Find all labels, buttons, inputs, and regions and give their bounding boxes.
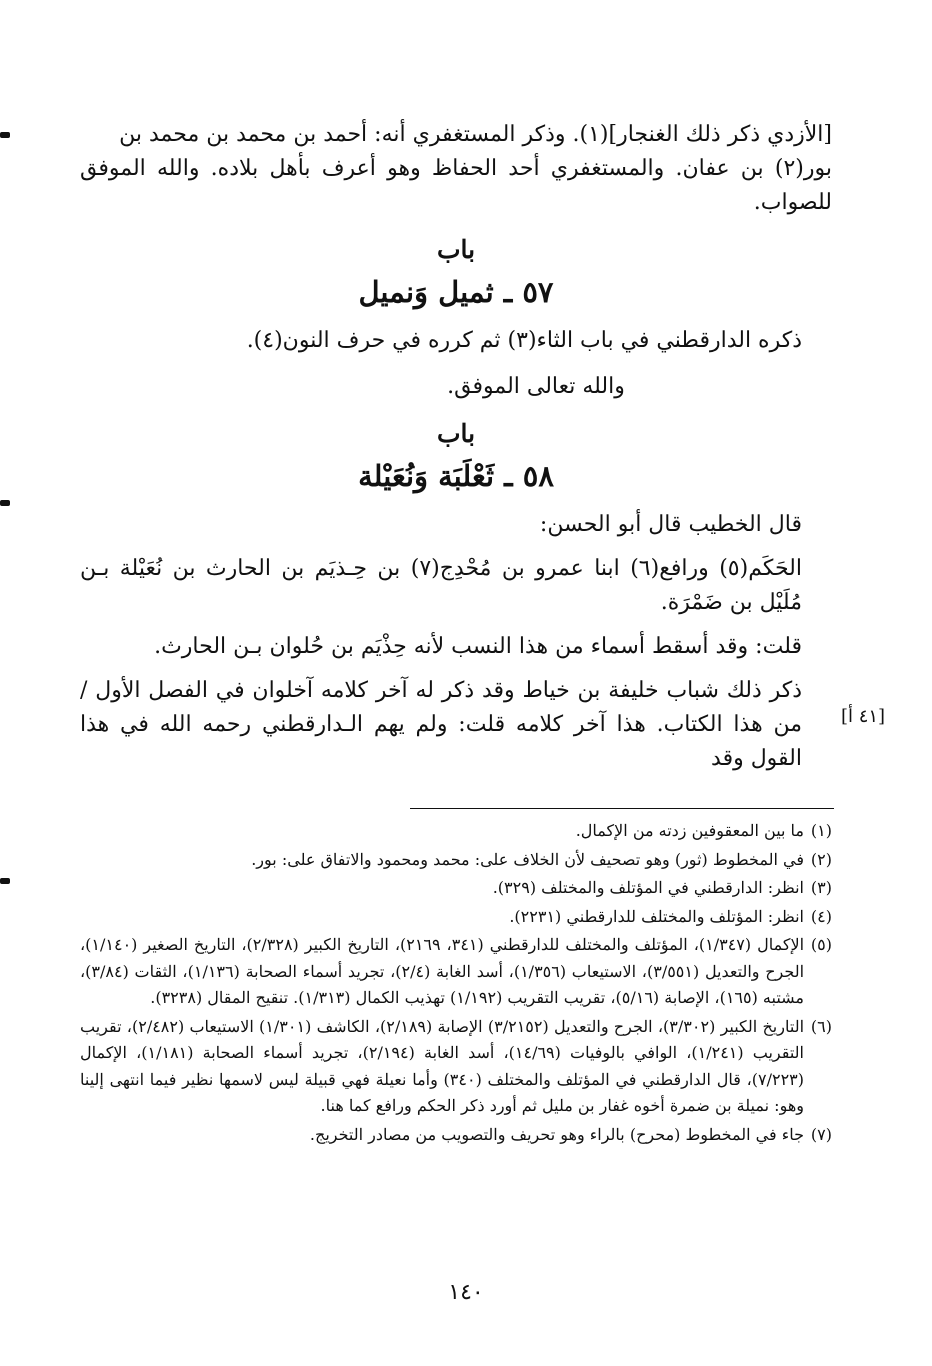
section-58-para-2: الحَكَم(٥) ورافع(٦) ابنا عمرو بن مُحْدِج(٧) بن حِـذيَم بن الحارث بن نُعَيْلة بـن مُلَيْل بن ضَمْرَة.	[80, 556, 802, 615]
footnote-text: انظر: المؤتلف والمختلف للدارقطني (٢٢٣١).	[509, 906, 804, 926]
footnote-text: جاء في المخطوط (محرح) بالراء وهو تحريف والتصويب من مصادر التخريج.	[309, 1124, 804, 1144]
intro-line-2: بور(٢) بن عفان. والمستغفري أحد الحفاظ وهو أعرف بأهل بلاده. والله الموفق للصواب.	[80, 156, 832, 215]
footnote-number: (١)	[810, 821, 832, 840]
section-57-title: ٥٧ ـ ثميل وَنميل	[358, 275, 554, 309]
footnote-text: ما بين المعقوفين زدته من الإكمال.	[575, 821, 804, 840]
footnote-number: (٧)	[810, 1124, 832, 1144]
footnote	[80, 818, 832, 845]
section-58-para-3: قلت: وقد أسقط أسماء من هذا النسب لأنه حِذْيَم بن حُلوان بـن الحارث.	[154, 634, 802, 659]
page-number: ١٤٠	[448, 1280, 484, 1305]
footnote-text: الإكمال (١/٣٤٧)، المؤتلف والمختلف للدارقطني (٣٤١، ٢١٦٩)، التاريخ الكبير (٢/٣٢٨)، التاريخ الصغير (١/١٤٠)، الجرح والتعديل (٣/٥٥١)، الاستيعاب (١/٣٥٦)، أسد الغابة (٢/٤)، تجريد أسماء الصحابة (١/١٣٦)، الثقات (٣/٨٤)، مشتبه (١٦٥)، الإصابة (٥/١٦)، تقريب التقريب (١/١٩٢) تهذيب الكمال (١/٣١٣). تنقيح المقال (٣٢٣٨).	[80, 935, 805, 1007]
footnote	[80, 932, 832, 1012]
footnote	[80, 1014, 832, 1120]
footnote	[80, 875, 832, 902]
edge-mark	[0, 878, 10, 884]
section-58-bab: باب	[436, 419, 476, 448]
section-57-line-1: ذكره الدارقطني في باب الثاء(٣) ثم كرره في حرف النون(٤).	[246, 328, 802, 353]
intro-line-1: [الأزدي ذكر ذلك الغنجار](١). وذكر المستغفري أنه: أحمد بن محمد بن محمد بن	[119, 122, 832, 147]
section-58-para-1: قال الخطيب قال أبو الحسن:	[539, 512, 802, 537]
footnote-number: (٣)	[810, 878, 832, 897]
footnote	[80, 847, 832, 874]
section-57-line-2: والله تعالى الموفق.	[447, 374, 625, 399]
edge-mark	[0, 132, 10, 138]
footnote-number: (٥)	[810, 935, 832, 954]
footnote	[80, 904, 832, 931]
footnotes	[80, 818, 832, 1150]
footnote-number: (٤)	[810, 906, 832, 926]
footnote-number: (٢)	[810, 849, 832, 869]
section-58-para-4: ذكر ذلك شباب خليفة بن خياط وقد ذكر له آخر كلامه آخلوان في الفصل الأول / من هذا الكتاب. هذا آخر كلامه قلت: ولم يهم الـدارقطني رحمه الله في هذا القول وقد	[80, 678, 802, 771]
edge-mark	[0, 500, 10, 506]
section-58-title: ٥٨ ـ ثَعْلَبَة وَنُعَيْلة	[358, 459, 554, 493]
footnote-number: (٦)	[810, 1016, 832, 1036]
footnote	[80, 1122, 832, 1149]
marginal-folio-ref: [٤١ أ]	[840, 706, 886, 727]
footnote-text: التاريخ الكبير (٣/٣٠٢)، الجرح والتعديل (٣/٢١٥٢) الإصابة (٢/١٨٩)، الكاشف (١/٣٠١) الاستيعاب (٢/٤٨٢)، تقريب التقريب (١/٢٤١)، الوافي بالوفيات (١٤/٦٩)، أسد الغابة (٢/١٩٤)، تجريد أسماء الصحابة (١/١٨١)، الإكمال (٧/٢٢٣)، قال الدارقطني في المؤتلف والمختلف (٣٤٠) وأما نعيلة فهي قبيلة ليس لاسمها نظير فيما انتهى إلينا وهو: نميلة بن ضمرة أخوه غفار بن مليل ثم أورد ذكر الحكم ورافع كما هنا.	[80, 1016, 805, 1115]
footnote-divider	[410, 808, 834, 809]
footnote-text: في المخطوط (ثور) وهو تصحيف لأن الخلاف على: محمد ومحمود والاتفاق على: بور.	[251, 849, 804, 869]
main-text	[80, 118, 832, 776]
section-57-bab: باب	[436, 235, 476, 264]
footnote-text: انظر: الدارقطني في المؤتلف والمختلف (٣٢٩).	[492, 878, 804, 897]
